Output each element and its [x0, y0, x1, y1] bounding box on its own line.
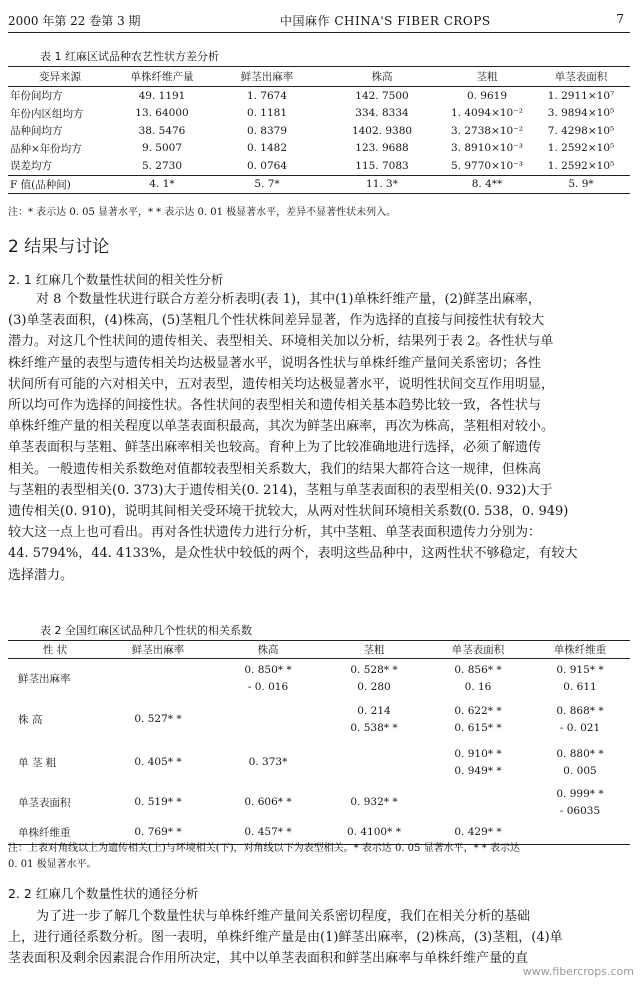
table1-cell: 3. 8910×10⁻³: [451, 142, 523, 155]
table1-cell: 0. 8379: [246, 124, 288, 137]
table1-col-header: 株高: [322, 67, 442, 87]
section-heading: 2 结果与讨论: [8, 237, 110, 257]
table1-caption: 表 1 红麻区试品种农艺性状方差分析: [40, 50, 219, 63]
table2-row-label: 株 高: [18, 714, 43, 726]
paragraph-line: 单株纤维产量的相关程度以单茎表面积最高，其次为鲜茎出麻率，再次为株高，茎粗相对较小。: [8, 419, 555, 435]
subsection-heading: 2. 1 红麻几个数量性状间的相关性分析: [8, 272, 224, 287]
table2-cell: [530, 659, 630, 699]
environmental-correlation: 0. 538* *: [350, 721, 398, 734]
table2-col-header: 鲜茎出麻率: [102, 641, 214, 659]
phenotypic-correlation: 0. 527* *: [134, 713, 182, 725]
running-header: [8, 4, 630, 32]
table2-row-label: 鲜茎出麻率: [18, 673, 71, 686]
genetic-correlation: 0. 868* *: [556, 704, 604, 717]
table1-cell: 1. 2911×10⁷: [547, 89, 615, 102]
table2-cell: [102, 741, 214, 785]
table1-row-label: 品种间均方: [10, 125, 63, 138]
table1-row-label: 品种×年份均方: [10, 142, 82, 155]
table1-row: [8, 105, 630, 123]
body-paragraph: [8, 906, 632, 970]
table1-note: 注：* 表示达 0. 05 显著水平，* * 表示达 0. 01 极显著水平，差异不显著性状未列入。: [8, 207, 397, 218]
table2-col-header: 单株纤维重: [530, 641, 630, 659]
paragraph-line: 选择潜力。: [8, 567, 74, 583]
table1-cell: 1. 7674: [246, 89, 288, 102]
table1-cell: 5. 2730: [141, 159, 183, 172]
phenotypic-correlation: 0. 769* *: [134, 825, 182, 838]
table1-col-header: 单株纤维产量: [112, 67, 212, 87]
table1-row-label: 误差均方: [10, 160, 52, 173]
genetic-correlation: 0. 880* *: [556, 747, 604, 760]
table2-cell: [426, 741, 530, 785]
paragraph-line: 与茎粗的表型相关(0. 373)大于遗传相关(0. 214)，茎粗与单茎表面积的表型相关(0. 932)大于: [8, 482, 553, 498]
paragraph-line: (3)单茎表面积，(4)株高，(5)茎粗几个性状株间差异显著，作为选择的直接与间接性状有较大: [8, 313, 545, 329]
table2-cell: [530, 821, 630, 845]
phenotypic-correlation: 0. 606* *: [244, 796, 292, 808]
table2-cell: [530, 785, 630, 821]
table2-cell: [530, 741, 630, 785]
phenotypic-correlation: 0. 429* *: [454, 825, 502, 838]
genetic-correlation: 0. 856* *: [454, 663, 502, 676]
table1-cell: 11. 3*: [322, 175, 442, 194]
paragraph-line: 株纤维产量的表型与遗传相关均达极显著水平，说明各性状与单株纤维产量间关系密切；各性: [8, 355, 542, 371]
table1-cell: 7. 4298×10⁵: [547, 124, 615, 137]
table2-caption: 表 2 全国红麻区试品种几个性状的相关系数: [40, 624, 252, 637]
paragraph-line: 茎表面积及剩余因素混合作用所决定，其中以单茎表面积和鲜茎出麻率与单株纤维产量的直: [8, 951, 529, 967]
journal-title: 中国麻作 CHINA'S FIBER CROPS: [280, 14, 491, 28]
phenotypic-correlation: 0. 457* *: [244, 825, 292, 838]
table2: [8, 640, 630, 845]
table2-cell: [426, 699, 530, 741]
paragraph-line: 上，进行通径系数分析。图一表明，单株纤维产量是由(1)鲜茎出麻率，(2)株高，(3)茎粗，(4)单: [8, 930, 563, 946]
table1-header-row: [8, 67, 630, 87]
table2-cell: [102, 699, 214, 741]
table1-cell: 0. 0764: [246, 159, 288, 172]
table1-cell: 1. 4094×10⁻²: [451, 107, 523, 120]
table2-row-label: 单 茎 粗: [18, 757, 57, 769]
table1-row: [8, 122, 630, 140]
phenotypic-correlation: 0. 932* *: [350, 796, 398, 808]
table2-col-header: 株高: [214, 641, 322, 659]
genetic-correlation: 0. 622* *: [454, 704, 502, 717]
table1-cell: 1. 2592×10⁵: [547, 142, 615, 155]
table2-cell: [214, 741, 322, 785]
table1-col-header: 鲜茎出麻率: [212, 67, 322, 87]
paragraph-line: 潜力。对这几个性状间的遗传相关、表型相关、环境相关加以分析，结果列于表 2。各性状与单: [8, 334, 554, 350]
environmental-correlation: - 0. 016: [247, 680, 289, 693]
phenotypic-correlation: 0. 373*: [248, 756, 288, 768]
environmental-correlation: - 0. 021: [559, 721, 601, 734]
table1-cell: 0. 1181: [246, 107, 288, 120]
subsection-heading: 2. 2 红麻几个数量性状的通径分析: [8, 886, 199, 901]
table2-cell: [322, 659, 426, 699]
table1-cell: 334. 8334: [355, 107, 409, 120]
table1-col-header: 单茎表面积: [532, 67, 630, 87]
table1-cell: 0. 9619: [466, 89, 508, 102]
table1-col-header: 茎粗: [442, 67, 532, 87]
table1-row: [8, 157, 630, 175]
paragraph-line: 状间所有可能的六对相关中，五对表型，遗传相关均达极显著水平，说明性状间交互作用明显，: [8, 376, 555, 392]
paragraph-line: 为了进一步了解几个数量性状与单株纤维产量间关系密切程度，我们在相关分析的基础: [36, 909, 531, 924]
environmental-correlation: 0. 005: [563, 764, 597, 777]
environmental-correlation: 0. 611: [563, 680, 597, 693]
table2-cell: [426, 785, 530, 821]
table1: [8, 66, 630, 194]
table1-cell: 5. 9770×10⁻³: [451, 159, 523, 172]
issue-info: 2000 年第 22 卷第 3 期: [8, 14, 141, 28]
site-watermark: www.fibercrops.com: [522, 965, 634, 978]
genetic-correlation: 0. 915* *: [556, 663, 604, 676]
table1-cell: 9. 5007: [141, 142, 183, 155]
paragraph-line: 相关。一般遗传相关系数绝对值都较表型相关系数大，我们的结果大都符合这一规律，但株高: [8, 461, 542, 477]
genetic-correlation: 0. 999* *: [556, 787, 604, 800]
table2-col-header: 性 状: [8, 641, 102, 659]
table2-note: 注：上表对角线以上为遗传相关(上)与环境相关(下)，对角线以下为表型相关。* 表示达 0. 05 显著水平，* * 表示达: [8, 843, 520, 854]
table1-cell: 4. 1*: [112, 175, 212, 194]
page-number: 7: [616, 12, 624, 26]
table2-col-header: 单茎表面积: [426, 641, 530, 659]
table1-cell: 5. 7*: [212, 175, 322, 194]
table1-col-header: 变异来源: [8, 67, 112, 87]
table2-cell: [322, 785, 426, 821]
table2-cell: [214, 659, 322, 699]
table1-f-row: [8, 175, 630, 194]
table1-cell: 38. 5476: [138, 124, 186, 137]
table1-row-label: 年份内区组均方: [10, 107, 84, 120]
environmental-correlation: 0. 615* *: [454, 721, 502, 734]
environmental-correlation: 0. 949* *: [454, 764, 502, 777]
table1-cell: 3. 9894×10⁵: [547, 107, 615, 120]
paragraph-line: 单茎表面积与茎粗、鲜茎出麻率相关也较高。育种上为了比较准确地进行选择，必须了解遗传: [8, 440, 542, 456]
paragraph-line: 遗传相关(0. 910)，说明其间相关受环境干扰较大，从两对性状间环境相关系数(0. 538，0. 949): [8, 504, 569, 520]
header-rule: [8, 32, 630, 33]
environmental-correlation: - 06035: [559, 804, 601, 817]
genetic-correlation: 0. 214: [357, 704, 391, 717]
environmental-correlation: 0. 16: [464, 680, 492, 693]
table2-cell: [102, 659, 214, 699]
table2-note: 0. 01 极显著水平。: [8, 859, 97, 870]
genetic-correlation: 0. 910* *: [454, 747, 502, 760]
table1-row: [8, 87, 630, 105]
table1-cell: 0. 1482: [246, 142, 288, 155]
table2-cell: [214, 785, 322, 821]
table2-row-label: 单茎表面积: [18, 797, 71, 809]
table1-cell: 5. 9*: [532, 175, 630, 194]
table2-row-label: 单株纤维重: [18, 826, 71, 839]
genetic-correlation: 0. 528* *: [350, 663, 398, 676]
paragraph-line: 较大这一点上也可看出。再对各性状遗传力进行分析，其中茎粗、单茎表面积遗传力分别为：: [8, 525, 542, 541]
table2-cell: [102, 785, 214, 821]
table2-cell: [426, 659, 530, 699]
phenotypic-correlation: 0. 405* *: [134, 756, 182, 768]
table1-cell: 142. 7500: [355, 89, 409, 102]
phenotypic-correlation: 0. 519* *: [134, 796, 182, 808]
table2-row: [8, 699, 630, 741]
genetic-correlation: 0. 850* *: [244, 663, 292, 676]
table1-cell: 123. 9688: [355, 142, 409, 155]
table2-cell: [322, 699, 426, 741]
table2-cell: [322, 741, 426, 785]
body-paragraph: [8, 289, 632, 586]
table1-cell: 115. 7083: [355, 159, 409, 172]
table1-row: [8, 140, 630, 158]
table2-cell: [530, 699, 630, 741]
table2-row: [8, 741, 630, 785]
table1-cell: 13. 64000: [135, 107, 189, 120]
table2-row: [8, 785, 630, 821]
table2-header-row: [8, 641, 630, 659]
table1-row-label: 年份间均方: [10, 90, 63, 103]
table2-cell: [214, 699, 322, 741]
paragraph-line: 所以均可作为选择的间接性状。各性状间的表型相关和遗传相关基本趋势比较一致，各性状与: [8, 398, 542, 414]
table2-row: [8, 659, 630, 699]
table1-cell: 8. 4**: [442, 175, 532, 194]
table1-cell: 49. 1191: [138, 89, 186, 102]
table1-cell: 1402. 9380: [351, 124, 413, 137]
table2-col-header: 茎粗: [322, 641, 426, 659]
phenotypic-correlation: 0. 4100* *: [347, 825, 401, 838]
paragraph-line: 对 8 个数量性状进行联合方差分析表明(表 1)，其中(1)单株纤维产量，(2)鲜茎出麻率，: [36, 292, 541, 307]
paragraph-line: 44. 5794%，44. 4133%，是众性状中较低的两个，表明这些品种中，这两性状不够稳定，有较大: [8, 546, 578, 562]
environmental-correlation: 0. 280: [357, 680, 391, 693]
table1-cell: 1. 2592×10⁵: [547, 159, 615, 172]
table1-row-label: F 值(品种间): [8, 175, 112, 194]
table1-cell: 3. 2738×10⁻²: [451, 124, 523, 137]
